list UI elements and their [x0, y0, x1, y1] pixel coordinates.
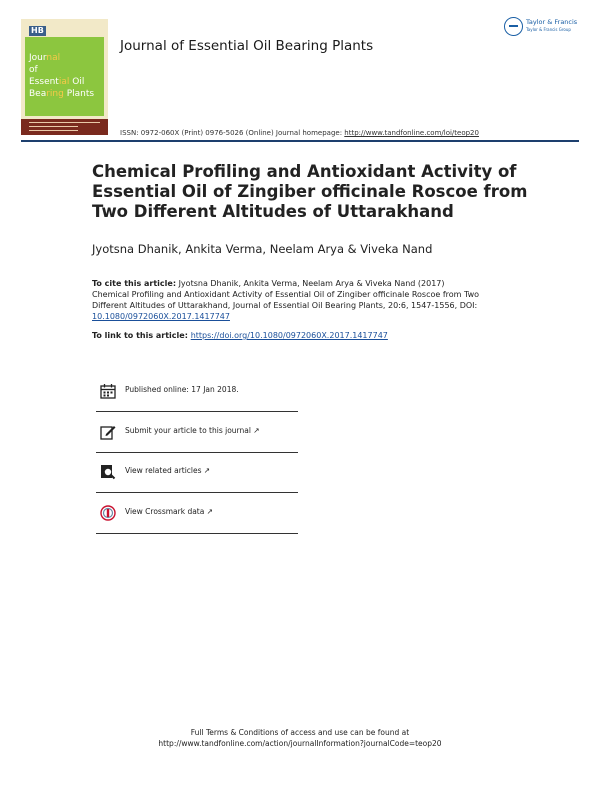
citation-label: To cite this article: [92, 279, 177, 288]
related-search-icon [100, 464, 116, 480]
issn-text: ISSN: 0972-060X (Print) 0976-5026 (Online) Journal homepage: [120, 129, 345, 137]
logo-line1: Taylor & Francis [526, 18, 578, 26]
published-row [96, 371, 298, 411]
footer-terms-link[interactable]: http://www.tandfonline.com/action/journalInformation?journalCode=teop20 [158, 739, 442, 748]
external-link-icon: ↗ [203, 466, 211, 475]
submit-article-link[interactable]: Submit your article to this journal ↗ [125, 426, 260, 435]
cover-title-line: Journal [29, 53, 61, 63]
footer [0, 727, 600, 749]
header-rule [21, 140, 579, 142]
citation-line: Chemical Profiling and Antioxidant Activity of Essential Oil of Zingiber officinale Roscoe from Two [92, 290, 480, 299]
article-title-line: Essential Oil of Zingiber officinale Roscoe from [92, 182, 528, 201]
article-authors: Jyotsna Dhanik, Ankita Verma, Neelam Arya & Viveka Nand [92, 242, 433, 256]
footer-line1: Full Terms & Conditions of access and use can be found at [190, 728, 410, 737]
citation-line: To cite this article: Jyotsna Dhanik, Ankita Verma, Neelam Arya & Viveka Nand (2017) [92, 279, 445, 288]
journal-homepage-link[interactable]: http://www.tandfonline.com/loi/teop20 [344, 129, 479, 137]
crossmark-external-icon: ↗ [206, 507, 214, 516]
taylor-francis-logo-icon [504, 17, 523, 36]
journal-title: Journal of Essential Oil Bearing Plants [120, 38, 374, 54]
journal-cover [21, 19, 108, 135]
article-title-line: Chemical Profiling and Antioxidant Activity of [92, 162, 517, 181]
edit-icon [100, 424, 116, 440]
article-title-line: Two Different Altitudes of Uttarakhand [92, 202, 454, 221]
citation-doi-link[interactable]: 10.1080/0972060X.2017.1417747 [92, 312, 230, 321]
crossmark-icon [100, 505, 116, 521]
cover-title-line: Bearing Plants [29, 89, 95, 99]
crossmark-row[interactable] [96, 493, 298, 533]
crossmark-link[interactable]: View Crossmark data ↗ [125, 507, 214, 516]
publisher-mark: HB [31, 26, 44, 35]
publisher-logo[interactable] [504, 16, 578, 40]
submit-row[interactable] [96, 412, 298, 452]
article-link-line [92, 331, 388, 340]
citation-line: Different Altitudes of Uttarakhand, Journal of Essential Oil Bearing Plants, 20:6, 1547-1556, DOI: [92, 301, 478, 310]
article-doi-link[interactable]: https://doi.org/10.1080/0972060X.2017.1417747 [190, 331, 388, 340]
related-articles-link[interactable]: View related articles ↗ [125, 466, 211, 475]
cover-title-line: of [29, 65, 38, 75]
cover-title-line: Essential Oil [29, 77, 85, 87]
published-date: Published online: 17 Jan 2018. [125, 385, 239, 394]
issn-line [120, 129, 479, 137]
citation-block [92, 278, 522, 322]
related-row[interactable] [96, 452, 298, 492]
article-title [92, 162, 552, 222]
calendar-icon [100, 383, 116, 399]
cover-band [21, 119, 108, 135]
external-link-icon: ↗ [253, 426, 260, 435]
cover-title [29, 52, 94, 100]
logo-line2: Taylor & Francis Group [526, 27, 571, 32]
link-label: To link to this article: [92, 331, 191, 340]
divider [96, 533, 298, 534]
